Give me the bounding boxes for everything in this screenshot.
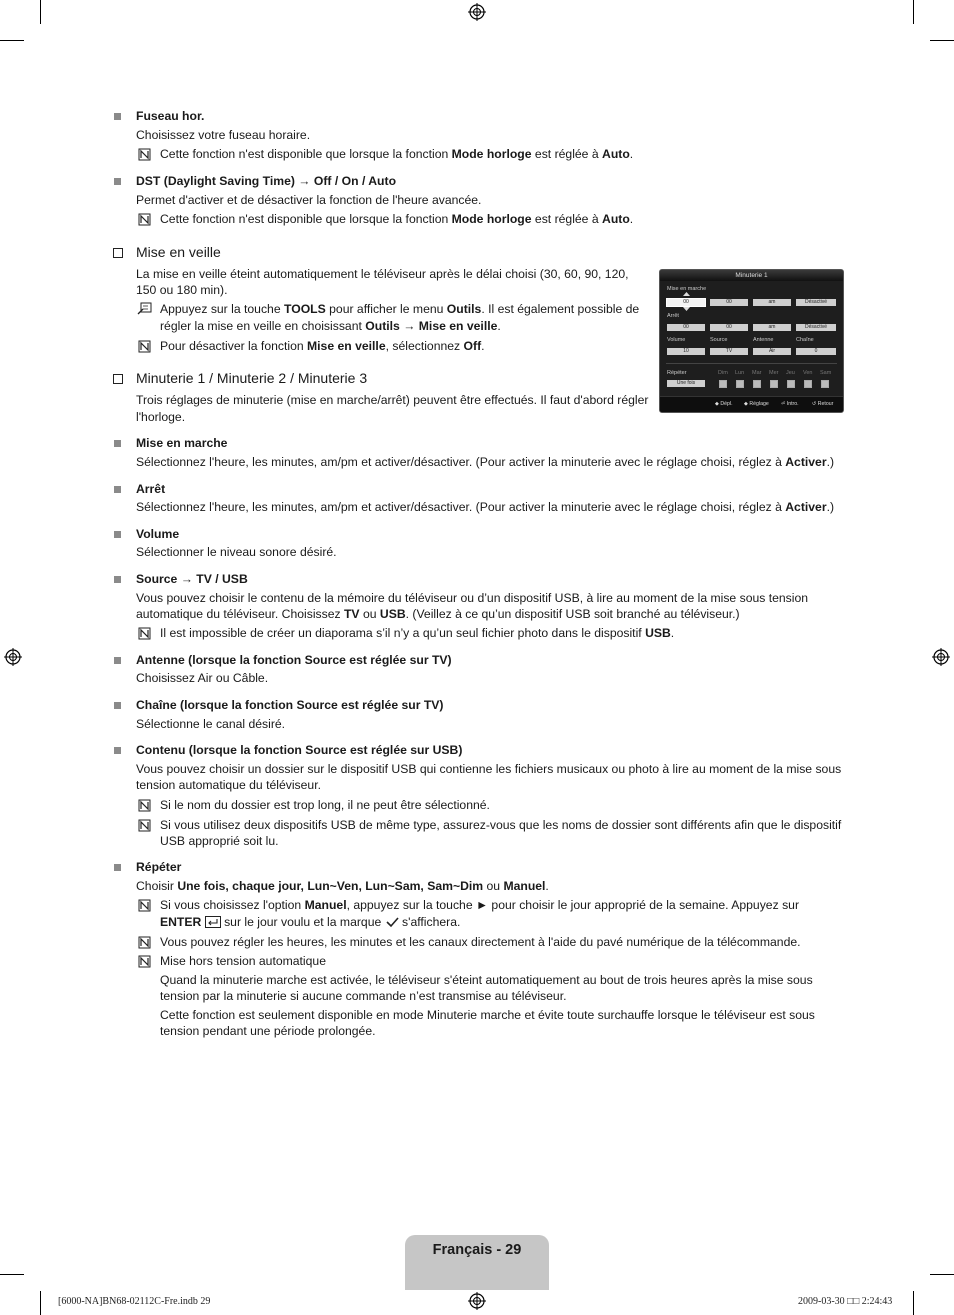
tools-icon [137, 302, 153, 315]
osd-day-dim: Dim [718, 370, 728, 376]
osd-footer-move: ◆ Dépl. [715, 401, 733, 407]
note-text: → [399, 319, 419, 333]
osd-day-checkbox [770, 380, 778, 388]
osd-col-source: Source [710, 337, 728, 343]
desc-bold: Une fois, chaque jour, Lun~Ven, Lun~Sam, Sam~Dim [177, 879, 484, 893]
desc-text: . (Veillez à ce qu’un dispositif USB soit branché au téléviseur.) [405, 607, 740, 621]
registration-mark-icon [468, 1292, 486, 1310]
osd-day-checkbox [753, 380, 761, 388]
osd-day-mer: Mer [769, 370, 779, 376]
osd-day-checkbox [719, 380, 727, 388]
minuterie-desc-l1: Trois réglages de minuterie (mise en marche/arrêt) peuvent être effectués. Il faut d'abord régler [136, 393, 649, 407]
note-text: Appuyez sur la touche [160, 302, 284, 316]
note-text: Il est impossible de créer un diaporama s’il n’y a qu’un seul fichier photo dans le dispositif [160, 626, 646, 640]
heading-minuterie: Minuterie 1 / Minuterie 2 / Minuterie 3 [136, 370, 368, 386]
desc-text: . [545, 879, 549, 893]
osd-day-checkbox [804, 380, 812, 388]
osd-footer-adjust: ◆ Réglage [744, 401, 769, 407]
osd-off-label: Arrêt [667, 313, 679, 319]
note-text: . [629, 147, 634, 161]
note-fuseau [160, 147, 633, 162]
note-text: Si vous choisissez l'option [160, 898, 305, 912]
item-desc-source-l1: Vous pouvez choisir le contenu de la mémoire du téléviseur ou d’un dispositif USB, à lire au moment de la mise sous tension [136, 591, 809, 605]
crop-mark [930, 1274, 954, 1275]
note-icon [138, 936, 152, 949]
note-bold: Mise en veille [418, 319, 498, 333]
desc-text: Sélectionnez l'heure, les minutes, am/pm et activer/désactiver. (Pour activer la minuterie avec le réglage choisi, réglez à [136, 455, 786, 469]
note-text: s'affichera. [398, 915, 461, 929]
note-source [160, 626, 674, 641]
note-text: régler la mise en veille en choisissant [160, 319, 366, 333]
note-icon [138, 819, 152, 832]
osd-chaine-value: 0 [796, 348, 836, 355]
print-slug-right: 2009-03-30 □□ 2:24:43 [798, 1296, 893, 1307]
note-bold: Outils [365, 319, 400, 333]
desc-text: ou [359, 607, 380, 621]
note-icon [138, 213, 152, 226]
registration-mark-icon [4, 648, 22, 666]
note-repeter-1-l2 [160, 915, 460, 930]
bullet-square [114, 178, 121, 185]
osd-on-hour: 00 [667, 299, 705, 306]
note-text: sur le jour voulu et la marque [220, 915, 385, 929]
item-title-repeter: Répéter [136, 860, 182, 874]
crop-mark [40, 0, 41, 24]
registration-mark-icon [932, 648, 950, 666]
osd-day-lun: Lun [735, 370, 745, 376]
osd-on-minute: 00 [710, 299, 748, 306]
bullet-square [114, 702, 121, 709]
osd-day-mar: Mar [752, 370, 762, 376]
repeter-para1-l2: tension par la minuterie si aucune commande n’est transmise au téléviseur. [160, 989, 567, 1003]
osd-footer-enter: ⏎ Intro. [781, 401, 799, 407]
note-text: pour afficher le menu [325, 302, 447, 316]
item-title-marche: Mise en marche [136, 436, 228, 450]
item-title-arret: Arrêt [136, 482, 166, 496]
note-icon [138, 955, 152, 968]
note-bold: Auto [602, 212, 630, 226]
osd-title: Minuterie 1 [660, 270, 843, 281]
note-text: . [670, 626, 675, 640]
bullet-square [114, 747, 121, 754]
repeter-para2-l2: tension pendant une période prolongée. [160, 1024, 376, 1038]
desc-bold: TV [343, 607, 360, 621]
osd-antenne-value: Air [753, 348, 791, 355]
osd-on-ampm: am [753, 299, 791, 306]
item-title-fuseau: Fuseau hor. [136, 109, 205, 123]
desc-bold: USB [379, 607, 406, 621]
note-text: . [497, 319, 501, 333]
note-text: est réglée à [531, 212, 603, 226]
page-number-label: Français - 29 [432, 1242, 522, 1258]
note-contenu-1: Si le nom du dossier est trop long, il ne peut être sélectionné. [160, 798, 490, 812]
desc-bold: Manuel [503, 879, 546, 893]
veille-desc-l1: La mise en veille éteint automatiquement le téléviseur après le délai choisi (30, 60, 90, 120, [136, 267, 629, 281]
desc-text: ou [483, 879, 504, 893]
note-repeter-3: Mise hors tension automatique [160, 954, 326, 968]
note-text: , appuyez sur la touche ► pour choisir le jour approprié de la semaine. Appuyez sur [346, 898, 799, 912]
item-desc-marche [136, 455, 834, 470]
osd-off-activate: Désactivé [796, 324, 836, 331]
note-bold: Mise en veille [307, 339, 386, 353]
bullet-square [114, 486, 121, 493]
note-bold: Off [463, 339, 482, 353]
note-bold: USB [645, 626, 671, 640]
osd-off-ampm: am [753, 324, 791, 331]
item-desc-source-l2 [136, 607, 740, 622]
item-desc-chaine: Sélectionne le canal désiré. [136, 717, 286, 731]
bullet-square [114, 113, 121, 120]
bullet-square [114, 576, 121, 583]
desc-text: .) [826, 500, 835, 514]
note-icon [138, 899, 152, 912]
minuterie-desc-l2: l'horloge. [136, 410, 186, 424]
note-repeter-2: Vous pouvez régler les heures, les minutes et les canaux directement à l'aide du pavé numérique de la télécommande. [160, 935, 801, 949]
note-dst [160, 212, 633, 227]
note-icon [138, 799, 152, 812]
note-bold: Manuel [304, 898, 347, 912]
crop-mark [0, 40, 24, 41]
note-text: est réglée à [531, 147, 603, 161]
note-text: Cette fonction n'est disponible que lorsque la fonction [160, 147, 452, 161]
item-desc-dst: Permet d'activer et de désactiver la fonction de l'heure avancée. [136, 193, 482, 207]
bullet-square [114, 440, 121, 447]
item-desc-antenne: Choisissez Air ou Câble. [136, 671, 269, 685]
osd-repeat-value: Une fois [667, 380, 705, 387]
bullet-square [114, 531, 121, 538]
osd-col-antenne: Antenne [753, 337, 774, 343]
osd-footer [660, 396, 843, 413]
item-desc-contenu-l1: Vous pouvez choisir un dossier sur le dispositif USB qui contienne les fichiers musicaux ou photo à lire au moment de la mise sous [136, 762, 842, 776]
crop-mark [913, 0, 914, 24]
item-title-chaine: Chaîne (lorsque la fonction Source est réglée sur TV) [136, 698, 444, 712]
repeter-para1-l1: Quand la minuterie marche est activée, le téléviseur s'éteint automatiquement au bout de trois heures après la mise sous [160, 973, 813, 987]
desc-text: Sélectionnez l'heure, les minutes, am/pm et activer/désactiver. (Pour activer la minuterie avec le réglage choisi, réglez à [136, 500, 786, 514]
osd-source-value: TV [710, 348, 748, 355]
osd-repeat-label: Répéter [667, 370, 687, 376]
tools-note-l1 [160, 302, 639, 317]
enter-icon [205, 916, 221, 928]
item-desc-repeter [136, 879, 549, 894]
bullet-square [114, 864, 121, 871]
heading-checkbox-marker [113, 248, 123, 258]
osd-day-checkbox [787, 380, 795, 388]
note-bold: Auto [602, 147, 630, 161]
note-contenu-2-l1: Si vous utilisez deux dispositifs USB de même type, assurez-vous que les noms de dossier sont différents afin que le dispositif [160, 818, 842, 832]
desc-bold: Activer [785, 455, 827, 469]
item-title-contenu: Contenu (lorsque la fonction Source est réglée sur USB) [136, 743, 463, 757]
crop-mark [930, 40, 954, 41]
note-bold: TOOLS [283, 302, 326, 316]
desc-text: automatique du téléviseur. Choisissez [136, 607, 344, 621]
note-bold: Outils [446, 302, 482, 316]
up-arrow-icon [683, 292, 690, 296]
heading-mise-en-veille: Mise en veille [136, 244, 221, 260]
osd-volume-value: 10 [667, 348, 705, 355]
note-text: Cette fonction n'est disponible que lorsque la fonction [160, 212, 452, 226]
osd-day-sam: Sam [820, 370, 832, 376]
osd-col-chaine: Chaîne [796, 337, 814, 343]
item-title-source: Source → TV / USB [136, 572, 248, 586]
osd-off-minute: 00 [710, 324, 748, 331]
note-icon [138, 148, 152, 161]
note-bold: Mode horloge [451, 147, 532, 161]
item-title-volume: Volume [136, 527, 180, 541]
item-desc-fuseau: Choisissez votre fuseau horaire. [136, 128, 311, 142]
note-contenu-2-l2: USB approprié soit lu. [160, 834, 279, 848]
crop-mark [913, 1291, 914, 1315]
osd-on-activate: Désactivé [796, 299, 836, 306]
note-icon [138, 340, 152, 353]
item-desc-volume: Sélectionner le niveau sonore désiré. [136, 545, 337, 559]
repeter-para2-l1: Cette fonction est seulement disponible en mode Minuterie marche et évite toute surchauffe lorsque le téléviseur est sous [160, 1008, 815, 1022]
timer-osd-screenshot [659, 269, 844, 413]
osd-divider [666, 363, 837, 364]
veille-note [160, 339, 485, 354]
desc-bold: Activer [785, 500, 827, 514]
osd-day-checkbox [821, 380, 829, 388]
osd-footer-back: ↺ Retour [812, 401, 834, 407]
note-text: . [481, 339, 485, 353]
crop-mark [40, 1291, 41, 1315]
note-bold: ENTER [160, 915, 202, 929]
osd-day-ven: Ven [803, 370, 813, 376]
note-icon [138, 627, 152, 640]
page-number-tab [405, 1235, 549, 1290]
osd-day-checkbox [736, 380, 744, 388]
osd-on-label: Mise en marche [667, 286, 707, 292]
print-slug-left: [6000-NA]BN68-02112C-Fre.indb 29 [58, 1296, 211, 1307]
bullet-square [114, 657, 121, 664]
crop-mark [0, 1274, 24, 1275]
desc-text: .) [826, 455, 835, 469]
registration-mark-icon [468, 3, 486, 21]
osd-off-hour: 00 [667, 324, 705, 331]
veille-desc-l2: 150 ou 180 min). [136, 283, 228, 297]
item-desc-arret [136, 500, 834, 515]
item-desc-contenu-l2: tension automatique du téléviseur. [136, 778, 321, 792]
note-text: . [629, 212, 634, 226]
note-text: Pour désactiver la fonction [160, 339, 308, 353]
desc-text: Choisir [136, 879, 178, 893]
item-title-antenne: Antenne (lorsque la fonction Source est réglée sur TV) [136, 653, 452, 667]
note-text: , sélectionnez [385, 339, 464, 353]
osd-col-volume: Volume [667, 337, 686, 343]
osd-day-jeu: Jeu [786, 370, 795, 376]
tools-note-l2 [160, 319, 501, 334]
checkmark-icon [385, 916, 399, 928]
item-title-dst: DST (Daylight Saving Time) → Off / On / Auto [136, 174, 397, 188]
note-repeter-1-l1 [160, 898, 799, 913]
down-arrow-icon [683, 307, 690, 311]
heading-checkbox-marker [113, 374, 123, 384]
note-text: . Il est également possible de [481, 302, 640, 316]
note-bold: Mode horloge [451, 212, 532, 226]
